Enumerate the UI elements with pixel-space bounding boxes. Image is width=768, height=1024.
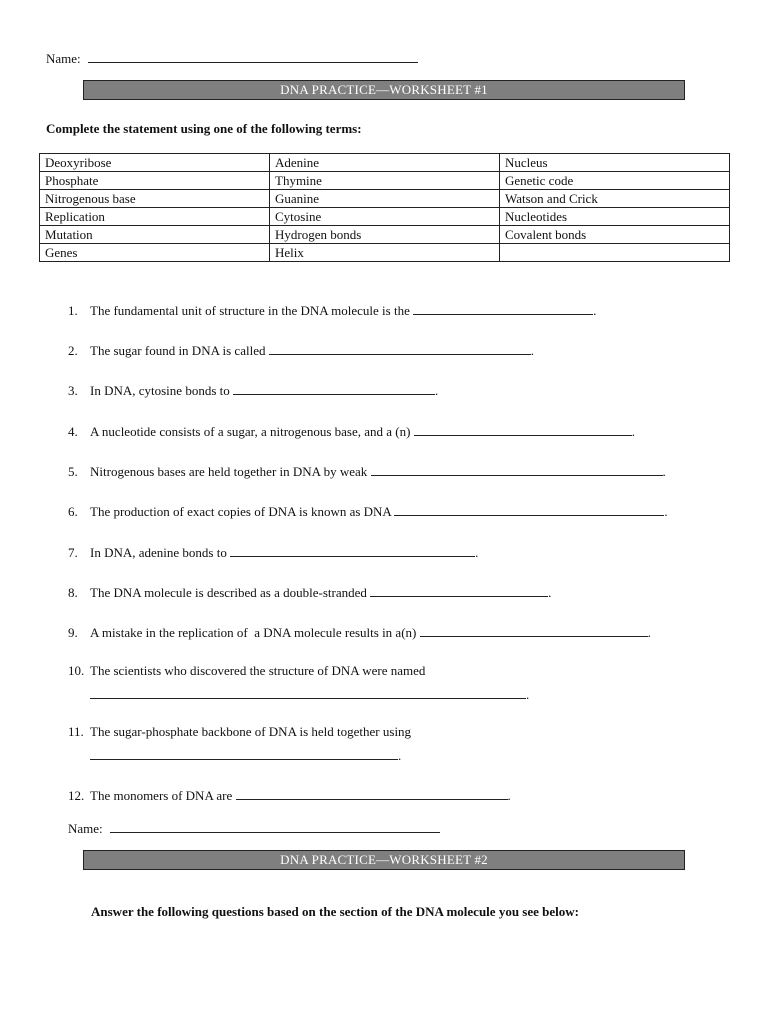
question-10-answer-line (90, 684, 529, 703)
answer-blank[interactable] (233, 380, 435, 395)
question-number: 4. (68, 424, 78, 439)
term-cell: Hydrogen bonds (270, 226, 500, 244)
question-number: 3. (68, 383, 78, 398)
name-label: Name: (46, 51, 81, 66)
worksheet-2-title: DNA PRACTICE—WORKSHEET #2 (83, 850, 685, 870)
answer-blank[interactable] (90, 745, 398, 760)
term-cell: Thymine (270, 172, 500, 190)
question-text: The sugar-phosphate backbone of DNA is held together using (90, 724, 412, 739)
answer-blank[interactable] (269, 340, 531, 355)
question-text: Nitrogenous bases are held together in DNA by weak (90, 464, 368, 479)
answer-blank[interactable] (236, 785, 508, 800)
term-cell: Genes (40, 244, 270, 262)
question-number: 12. (68, 788, 85, 803)
question-text: The fundamental unit of structure in the DNA molecule is the (90, 303, 410, 318)
question-text: The sugar found in DNA is called (90, 343, 266, 358)
question-1 (68, 300, 596, 319)
term-cell: Genetic code (500, 172, 730, 190)
question-number: 1. (68, 303, 78, 318)
name-field-row (46, 48, 418, 67)
table-row (40, 154, 730, 172)
instructions-1: Complete the statement using one of the following terms: (46, 121, 362, 136)
question-11-answer-line (90, 745, 401, 764)
question-text: A nucleotide consists of a sugar, a nitrogenous base, and a (n) (90, 424, 411, 439)
name-blank[interactable] (110, 818, 440, 833)
question-text: A mistake in the replication of a DNA molecule results in a(n) (90, 625, 417, 640)
table-row (40, 208, 730, 226)
name-field-row-2 (68, 818, 440, 837)
table-row (40, 244, 730, 262)
question-number: 5. (68, 464, 78, 479)
answer-blank[interactable] (370, 582, 548, 597)
period: . (526, 687, 530, 702)
period: . (435, 383, 439, 398)
term-cell: Cytosine (270, 208, 500, 226)
name-blank[interactable] (88, 48, 418, 63)
question-number: 8. (68, 585, 78, 600)
terms-table (39, 153, 730, 262)
answer-blank[interactable] (371, 461, 663, 476)
term-cell: Covalent bonds (500, 226, 730, 244)
period: . (662, 464, 666, 479)
question-10 (68, 663, 425, 679)
answer-blank[interactable] (414, 421, 632, 436)
term-cell: Helix (270, 244, 500, 262)
term-cell: Nitrogenous base (40, 190, 270, 208)
question-3 (68, 380, 438, 399)
answer-blank[interactable] (420, 622, 648, 637)
answer-blank[interactable] (90, 684, 526, 699)
period: . (647, 625, 651, 640)
question-text: The scientists who discovered the structure of DNA were named (90, 663, 426, 678)
answer-blank[interactable] (413, 300, 593, 315)
term-cell: Mutation (40, 226, 270, 244)
term-cell: Adenine (270, 154, 500, 172)
question-5 (68, 461, 666, 480)
question-text: The DNA molecule is described as a double-stranded (90, 585, 367, 600)
question-2 (68, 340, 534, 359)
period: . (530, 343, 534, 358)
period: . (475, 545, 479, 560)
period: . (593, 303, 597, 318)
question-8 (68, 582, 551, 601)
period: . (398, 748, 402, 763)
period: . (548, 585, 552, 600)
term-cell: Nucleus (500, 154, 730, 172)
question-text: In DNA, adenine bonds to (90, 545, 227, 560)
question-11 (68, 724, 411, 740)
table-row (40, 172, 730, 190)
term-cell: Deoxyribose (40, 154, 270, 172)
term-cell: Phosphate (40, 172, 270, 190)
question-number: 11. (68, 724, 84, 739)
question-number: 7. (68, 545, 78, 560)
table-row (40, 226, 730, 244)
question-7 (68, 542, 478, 561)
instructions-2: Answer the following questions based on the section of the DNA molecule you see below: (91, 904, 579, 919)
question-text: In DNA, cytosine bonds to (90, 383, 230, 398)
term-cell: Guanine (270, 190, 500, 208)
question-6 (68, 501, 668, 520)
question-number: 2. (68, 343, 78, 358)
question-text: The monomers of DNA are (90, 788, 233, 803)
table-row (40, 190, 730, 208)
question-number: 10. (68, 663, 85, 678)
period: . (664, 504, 668, 519)
question-12 (68, 785, 511, 804)
question-number: 6. (68, 504, 78, 519)
term-cell (500, 244, 730, 262)
question-number: 9. (68, 625, 78, 640)
question-9 (68, 622, 651, 641)
question-4 (68, 421, 635, 440)
period: . (631, 424, 635, 439)
answer-blank[interactable] (230, 542, 475, 557)
term-cell: Nucleotides (500, 208, 730, 226)
answer-blank[interactable] (394, 501, 664, 516)
worksheet-1-title: DNA PRACTICE—WORKSHEET #1 (83, 80, 685, 100)
term-cell: Replication (40, 208, 270, 226)
term-cell: Watson and Crick (500, 190, 730, 208)
period: . (507, 788, 511, 803)
name-label: Name: (68, 821, 103, 836)
question-text: The production of exact copies of DNA is known as DNA (90, 504, 392, 519)
